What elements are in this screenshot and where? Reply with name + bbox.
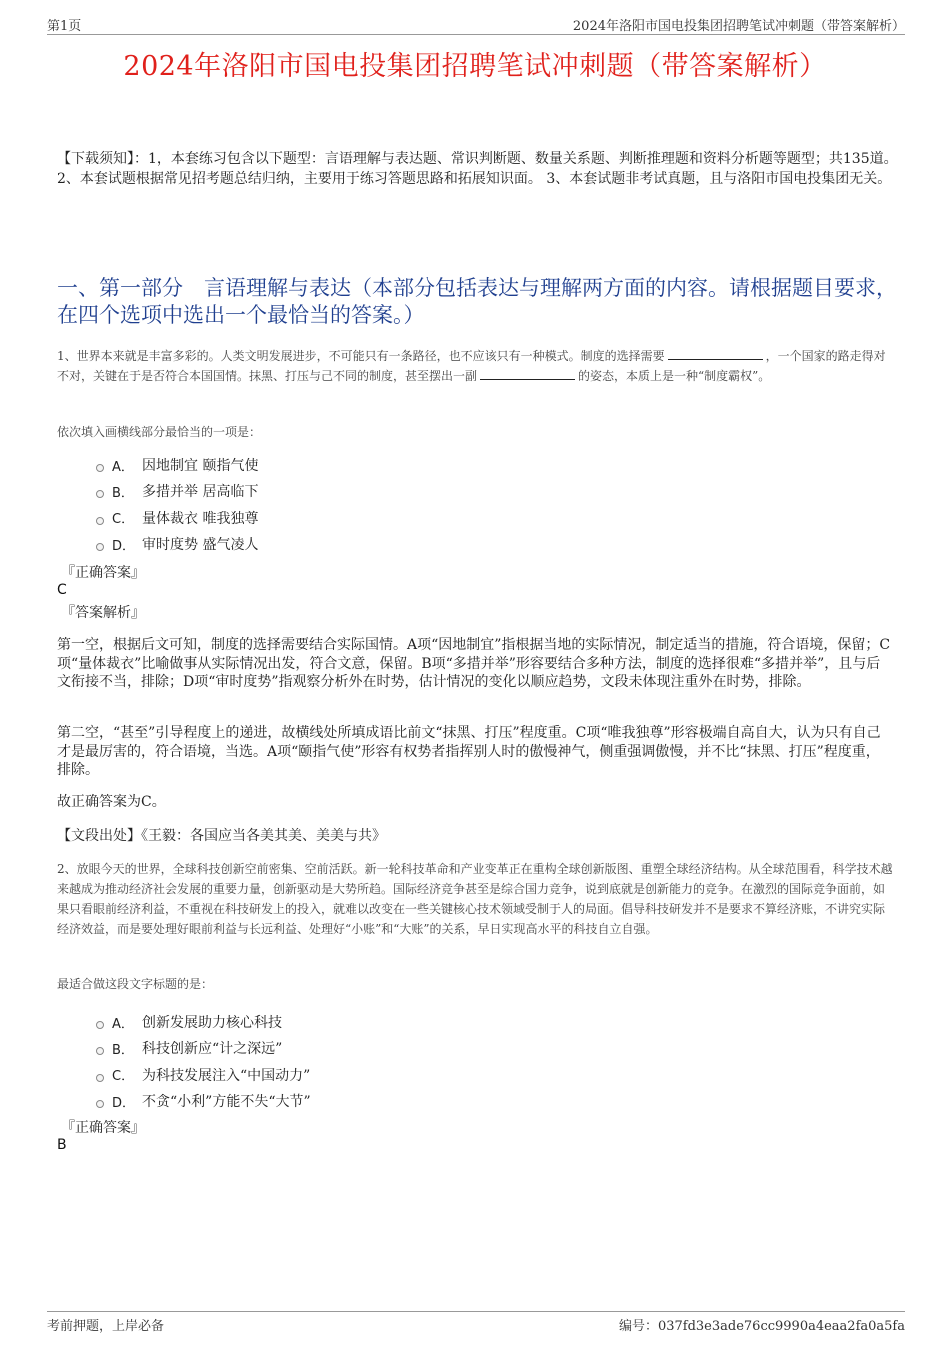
q1-blank-1 xyxy=(668,347,763,360)
q1-answer: C xyxy=(57,582,67,598)
q2-option-c[interactable]: C． 为科技发展注入“中国动力” xyxy=(96,1062,311,1088)
q1-option-c[interactable]: C． 量体裁衣 唯我独尊 xyxy=(96,505,258,531)
q1-stem-part2: ，一个国家的路走得对不对，关键在于是否符合本国国情。抹黑、打压与己不同的制度，甚至摆出一副 xyxy=(57,349,886,383)
q1-stem-part3: 的姿态，本质上是一种“制度霸权”。 xyxy=(578,369,771,383)
footer-slogan: 考前押题，上岸必备 xyxy=(47,1319,165,1334)
q1-prompt: 依次填入画横线部分最恰当的一项是： xyxy=(57,425,262,439)
radio-icon[interactable] xyxy=(96,1047,104,1055)
q1-blank-2 xyxy=(480,367,575,380)
page-footer xyxy=(47,1311,905,1334)
radio-icon[interactable] xyxy=(96,1074,104,1082)
q2-option-d[interactable]: D． 不贪“小利”方能不失“大节” xyxy=(96,1088,311,1114)
download-notice: 【下载须知】：1，本套练习包含以下题型：言语理解与表达题、常识判断题、数量关系题、判断推理题和资料分析题等题型；共135道。 2、本套试题根据常见招考题总结归纳，主要用于练习答题思路和拓展知识面。 3、本套试题非考试真题，且与洛阳市国电投集团无关。 xyxy=(57,151,898,187)
q2-option-a[interactable]: A． 创新发展助力核心科技 xyxy=(96,1009,311,1035)
q2-options xyxy=(96,1009,311,1114)
q2-answer-label: 『正确答案』 xyxy=(61,1120,145,1136)
radio-icon[interactable] xyxy=(96,490,104,498)
radio-icon[interactable] xyxy=(96,543,104,551)
q1-stem-part1: 1、世界本来就是丰富多彩的。人类文明发展进步，不可能只有一条路径，也不应该只有一种模式。制度的选择需要 xyxy=(57,349,665,363)
footer-serial: 编号：037fd3e3ade76cc9990a4eaa2fa0a5fa xyxy=(618,1319,905,1334)
q2-answer: B xyxy=(57,1137,67,1153)
q1-answer-label: 『正确答案』 xyxy=(61,565,145,581)
q1-option-b[interactable]: B． 多措并举 居高临下 xyxy=(96,478,258,504)
q1-analysis-para-2: 第二空，“甚至”引导程度上的递进，故横线处所填成语比前文“抹黑、打压”程度重。C项“唯我独尊”形容极端自高自大，认为只有自己才是最厉害的，符合语境，当选。A项“颐指气使”形容有权势者指挥别人时的傲慢神气，侧重强调傲慢，并不比“抹黑、打压”程度重，排除。 xyxy=(57,725,881,779)
q1-conclusion: 故正确答案为C。 xyxy=(57,794,166,810)
question-1-stem xyxy=(57,346,893,386)
page-header xyxy=(47,14,905,35)
q1-source: 【文段出处】《王毅：各国应当各美其美、美美与共》 xyxy=(57,828,386,844)
section-heading: 一、第一部分 言语理解与表达（本部分包括表达与理解两方面的内容。请根据题目要求，在四个选项中选出一个最恰当的答案。） xyxy=(57,276,897,327)
radio-icon[interactable] xyxy=(96,1021,104,1029)
page-number: 第1页 xyxy=(47,19,82,34)
q1-options xyxy=(96,452,258,557)
question-2-stem: 2、放眼今天的世界，全球科技创新空前密集、空前活跃。新一轮科技革命和产业变革正在重构全球创新版图、重塑全球经济结构。从全球范围看，科学技术越来越成为推动经济社会发展的重要力量，创新驱动是大势所趋。国际经济竞争甚至是综合国力竞争，说到底就是创新能力的竞争。在激烈的国际竞争面前，如果只看眼前经济利益，不重视在科技研发上的投入，就难以改变在一些关键核心技术领域受制于人的局面。倡导科技研发并不是要求不算经济账，不讲究实际经济效益，而是要处理好眼前利益与长远利益、处理好“小账”和“大账”的关系，早日实现高水平的科技自立自强。 xyxy=(57,862,893,936)
q1-analysis-label: 『答案解析』 xyxy=(61,605,145,621)
radio-icon[interactable] xyxy=(96,464,104,472)
q1-option-d[interactable]: D． 审时度势 盛气凌人 xyxy=(96,531,258,557)
q1-option-a[interactable]: A． 因地制宜 颐指气使 xyxy=(96,452,258,478)
radio-icon[interactable] xyxy=(96,517,104,525)
q1-analysis-para-1: 第一空，根据后文可知，制度的选择需要结合实际国情。A项“因地制宜”指根据当地的实际情况，制定适当的措施，符合语境，保留；C项“量体裁衣”比喻做事从实际情况出发，符合文意，保留。B项“多措并举”形容要结合多种方法，制度的选择很难“多措并举”，且与后文衔接不当，排除；D项“审时度势”指观察分析外在时势，估计情况的变化以顺应趋势，文段未体现注重外在时势，排除。 xyxy=(57,637,891,691)
document-title: 2024年洛阳市国电投集团招聘笔试冲刺题（带答案解析） xyxy=(123,51,827,82)
radio-icon[interactable] xyxy=(96,1100,104,1108)
q2-option-b[interactable]: B． 科技创新应“计之深远” xyxy=(96,1035,311,1061)
header-doc-title: 2024年洛阳市国电投集团招聘笔试冲刺题（带答案解析） xyxy=(572,19,905,34)
q2-prompt: 最适合做这段文字标题的是： xyxy=(57,977,214,991)
